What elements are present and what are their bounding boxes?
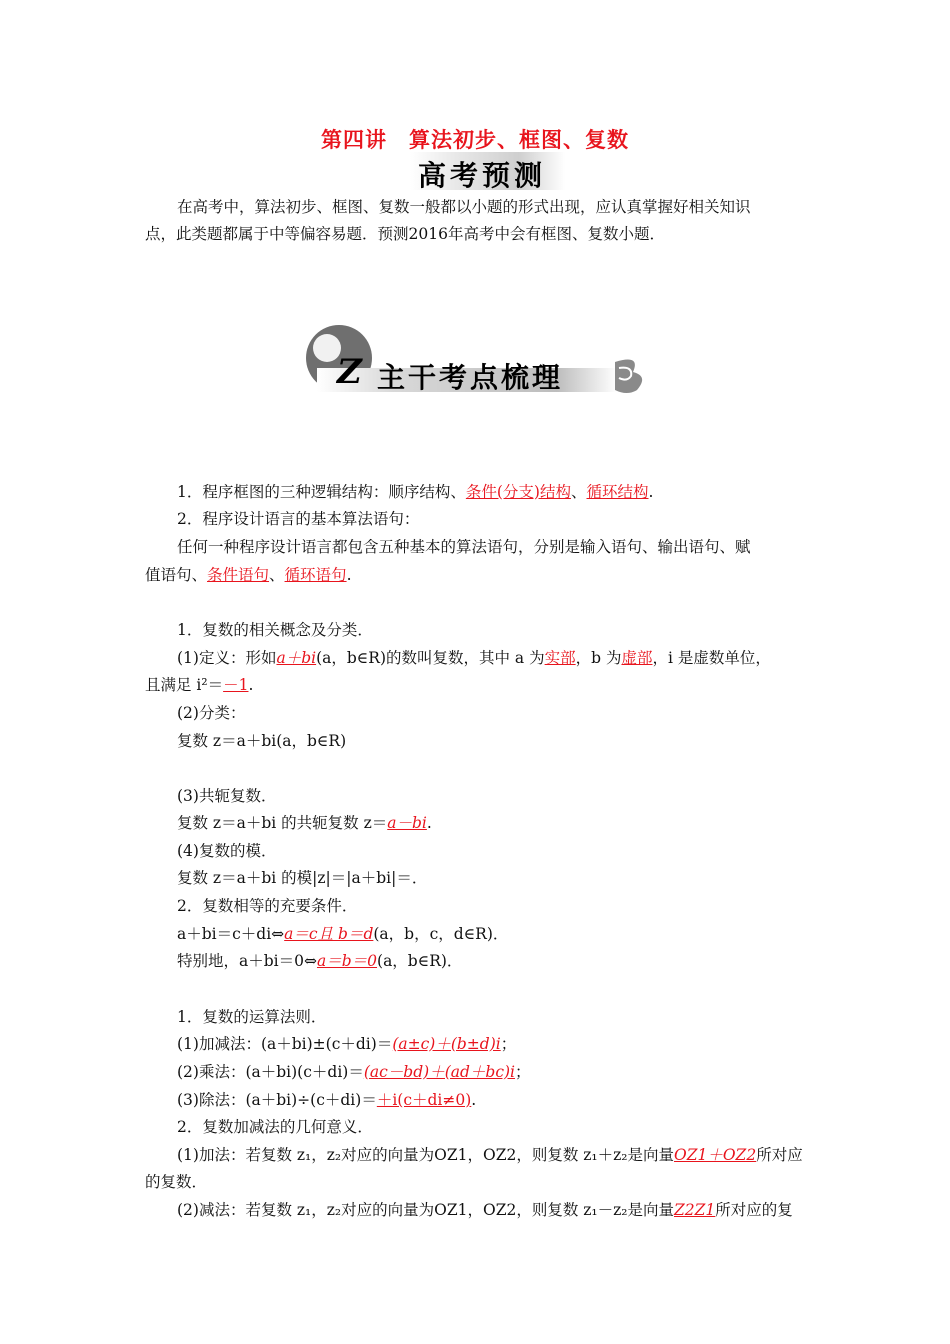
s3-line-4: (3)除法：(a＋bi)÷(c＋di)＝＋i(c＋di≠0). <box>177 1091 477 1109</box>
s2-line-6: (3)共轭复数． <box>177 787 277 805</box>
page-title: 第四讲 算法初步、框图、复数 <box>321 128 629 152</box>
s2-line-10: 2．复数相等的充要条件． <box>177 897 358 915</box>
section-banner-text: 主干考点梳理 <box>377 361 564 394</box>
answer-blank: (a±c)＋(b±d)i <box>392 1035 501 1053</box>
answer-blank: a＝c且 b＝d <box>284 925 374 943</box>
s2-line-12: 特别地，a＋bi＝0⇔a＝b＝0(a，b∈R)． <box>177 952 463 970</box>
s2-line-7: 复数 z＝a＋bi 的共轭复数 z＝a－bi. <box>177 814 432 832</box>
answer-blank: 循环结构 <box>586 483 649 501</box>
s2-line-2: (1)定义：形如a＋bi(a，b∈R)的数叫复数，其中 a 为实部，b 为虚部，i 是虚数单位， <box>177 649 771 667</box>
s3-line-2: (1)加减法：(a＋bi)±(c＋di)＝(a±c)＋(b±d)i； <box>177 1035 517 1053</box>
s3-line-1: 1．复数的运算法则． <box>177 1008 327 1026</box>
answer-blank: －1 <box>223 676 249 694</box>
forecast-banner-text: 高考预测 <box>418 159 547 192</box>
s2-line-1: 1．复数的相关概念及分类． <box>177 621 373 639</box>
intro-line-2: 点，此类题都属于中等偏容易题．预测2016年高考中会有框图、复数小题． <box>145 225 665 243</box>
forecast-banner <box>410 152 565 190</box>
answer-blank: 条件(分支)结构 <box>465 483 571 501</box>
s2-line-8: (4)复数的模． <box>177 842 277 860</box>
answer-blank: a－bi <box>387 814 427 832</box>
answer-blank: OZ1＋OZ2 <box>674 1146 757 1164</box>
answer-blank: a＝b＝0 <box>316 952 378 970</box>
section-banner <box>297 322 657 398</box>
intro-line-1: 在高考中，算法初步、框图、复数一般都以小题的形式出现，应认真掌握好相关知识 <box>177 198 751 216</box>
answer-blank: 实部 <box>544 649 576 667</box>
s1-line-3: 任何一种程序设计语言都包含五种基本的算法语句，分别是输入语句、输出语句、赋 <box>177 538 751 556</box>
answer-blank: 循环语句 <box>284 566 347 584</box>
s1-line-2: 2．程序设计语言的基本算法语句： <box>177 510 420 528</box>
answer-blank: ＋i(c＋di≠0) <box>376 1091 472 1109</box>
s2-line-9: 复数 z＝a＋bi 的模|z|＝|a＋bi|＝． <box>177 869 428 887</box>
s2-line-11: a＋bi＝c＋di⇔a＝c且 b＝d(a，b，c，d∈R)． <box>177 925 509 943</box>
s3-line-3: (2)乘法：(a＋bi)(c＋di)＝(ac－bd)＋(ad＋bc)i； <box>177 1063 531 1081</box>
answer-blank: 虚部 <box>621 649 653 667</box>
s1-line-4: 值语句、条件语句、循环语句. <box>145 566 352 584</box>
s2-line-5: 复数 z＝a＋bi(a，b∈R) <box>177 732 347 750</box>
s3-line-5: 2．复数加减法的几何意义． <box>177 1118 373 1136</box>
s2-line-3: 且满足 i²＝－1. <box>145 676 254 694</box>
s3-line-7: 的复数． <box>145 1173 208 1191</box>
s3-line-6: (1)加法：若复数 z₁，z₂对应的向量为OZ1，OZ2，则复数 z₁＋z₂是向量OZ1＋OZ2所对应 <box>177 1146 803 1164</box>
s1-line-1: 1．程序框图的三种逻辑结构：顺序结构、条件(分支)结构、循环结构. <box>177 483 654 501</box>
answer-blank: a＋bi <box>276 649 317 667</box>
s3-line-8: (2)减法：若复数 z₁，z₂对应的向量为OZ1，OZ2，则复数 z₁－z₂是向量Z2Z1所对应的复 <box>177 1201 793 1219</box>
s2-line-4: (2)分类： <box>177 704 246 722</box>
section-banner-letter: Z <box>337 352 362 392</box>
answer-blank: Z2Z1 <box>674 1201 716 1219</box>
answer-blank: 条件语句 <box>207 566 270 584</box>
answer-blank: (ac－bd)＋(ad＋bc)i <box>363 1063 516 1081</box>
